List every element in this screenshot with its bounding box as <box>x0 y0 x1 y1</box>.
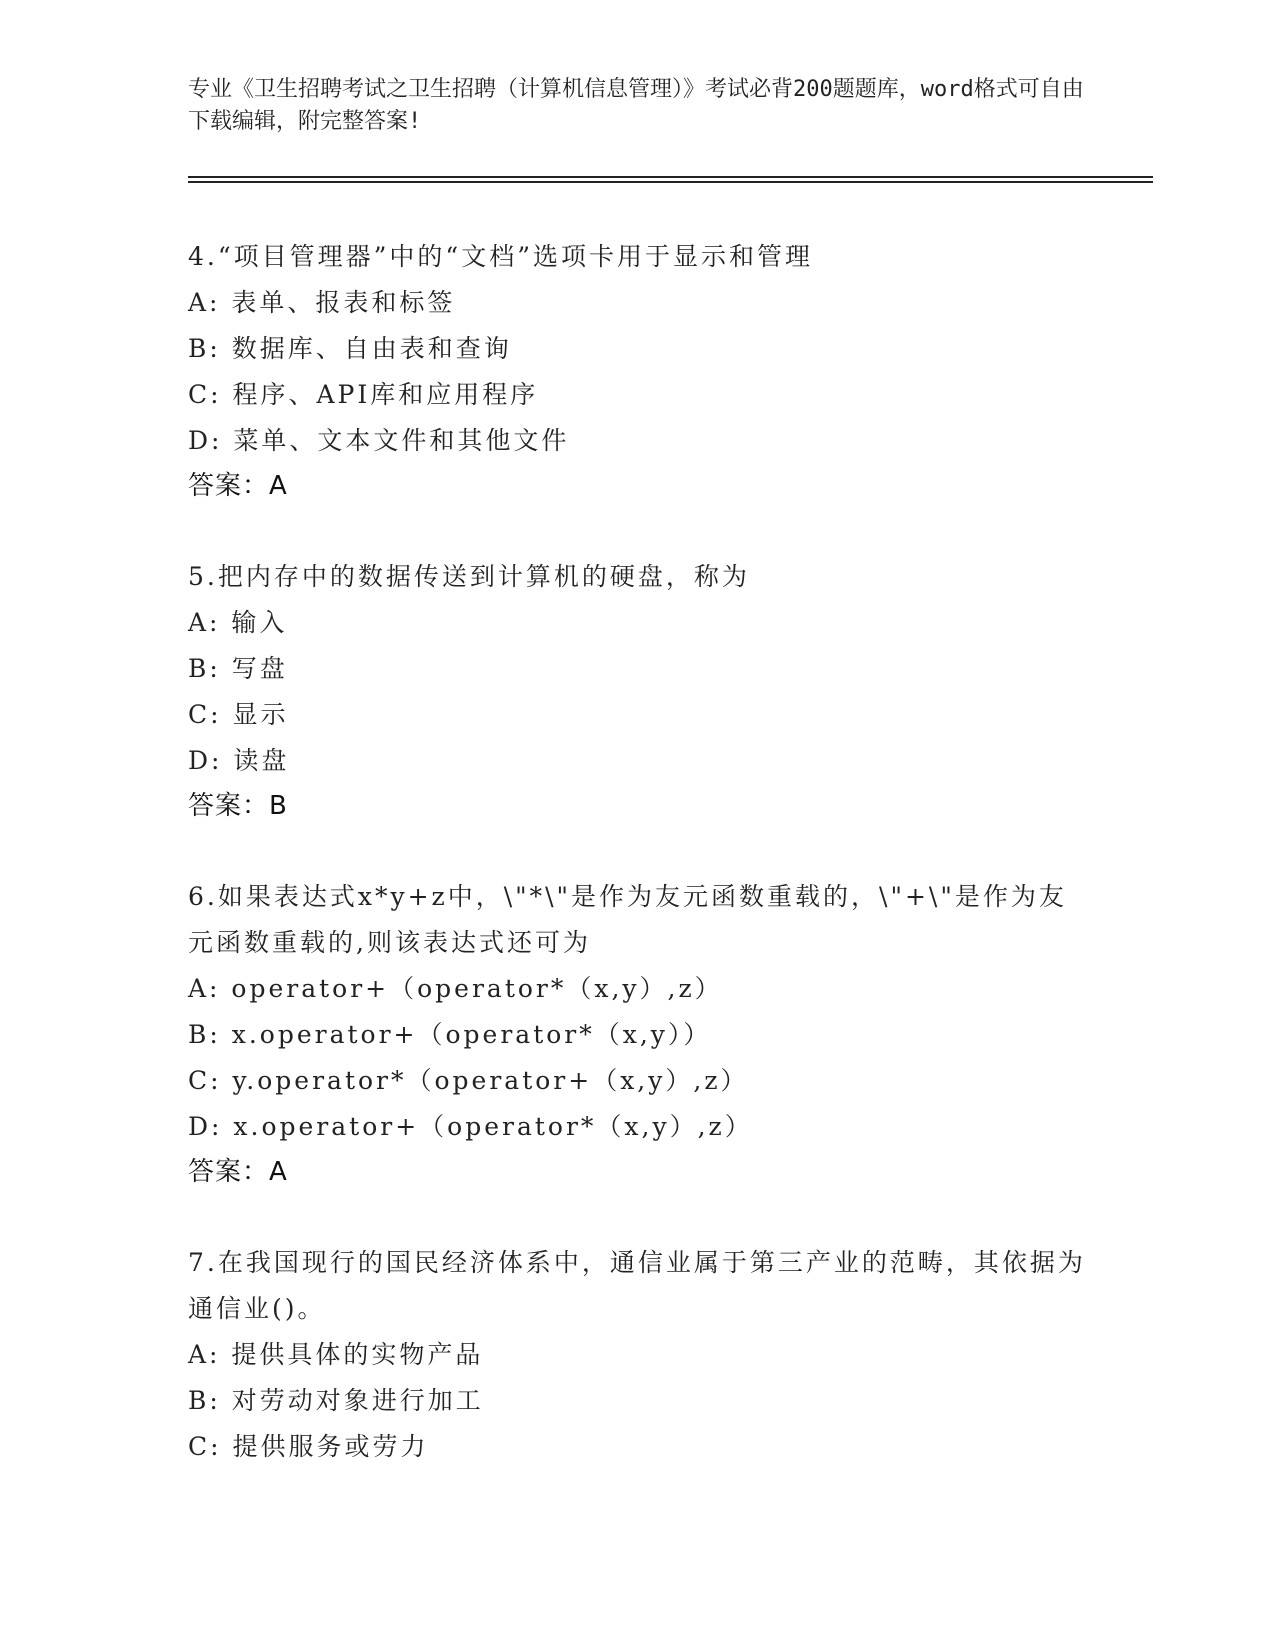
option-d: D: 读盘 <box>188 746 290 775</box>
option-c: C: 程序、API库和应用程序 <box>188 380 539 409</box>
document-header: 专业《卫生招聘考试之卫生招聘（计算机信息管理）》考试必背200题题库，word格式可自由下载编辑，附完整答案! <box>188 77 1084 134</box>
option-b: B: 对劳动对象进行加工 <box>188 1386 484 1415</box>
header-divider-bottom <box>188 181 1153 183</box>
question-stem: 6.如果表达式x*y+z中，\"*\"是作为友元函数重载的，\"+\"是作为友元函数重载的,则该表达式还可为 <box>188 882 1067 957</box>
header-divider-top <box>188 176 1153 178</box>
answer-line: 答案：B <box>188 791 288 821</box>
question-stem: 4.“项目管理器”中的“文档”选项卡用于显示和管理 <box>188 242 813 271</box>
question-item <box>188 1240 1088 1470</box>
question-item <box>188 234 1088 508</box>
option-b: B: 数据库、自由表和查询 <box>188 334 512 363</box>
option-a: A: 输入 <box>188 608 288 637</box>
option-c: C: 显示 <box>188 700 289 729</box>
option-c: C: 提供服务或劳力 <box>188 1432 429 1461</box>
option-c: C: y.operator*（operator+（x,y）,z） <box>188 1066 749 1095</box>
option-b: B: x.operator+（operator*（x,y）） <box>188 1020 712 1049</box>
answer-line: 答案：A <box>188 1157 288 1187</box>
question-item <box>188 874 1088 1194</box>
question-list <box>188 234 1088 1516</box>
answer-line: 答案：A <box>188 471 288 501</box>
option-a: A: 表单、报表和标签 <box>188 288 456 317</box>
option-b: B: 写盘 <box>188 654 288 683</box>
option-d: D: 菜单、文本文件和其他文件 <box>188 426 570 455</box>
option-d: D: x.operator+（operator*（x,y）,z） <box>188 1112 753 1141</box>
question-stem: 7.在我国现行的国民经济体系中，通信业属于第三产业的范畴，其依据为通信业()。 <box>188 1248 1086 1323</box>
option-a: A: 提供具体的实物产品 <box>188 1340 484 1369</box>
option-a: A: operator+（operator*（x,y）,z） <box>188 974 723 1003</box>
question-stem: 5.把内存中的数据传送到计算机的硬盘，称为 <box>188 562 750 591</box>
question-item <box>188 554 1088 828</box>
